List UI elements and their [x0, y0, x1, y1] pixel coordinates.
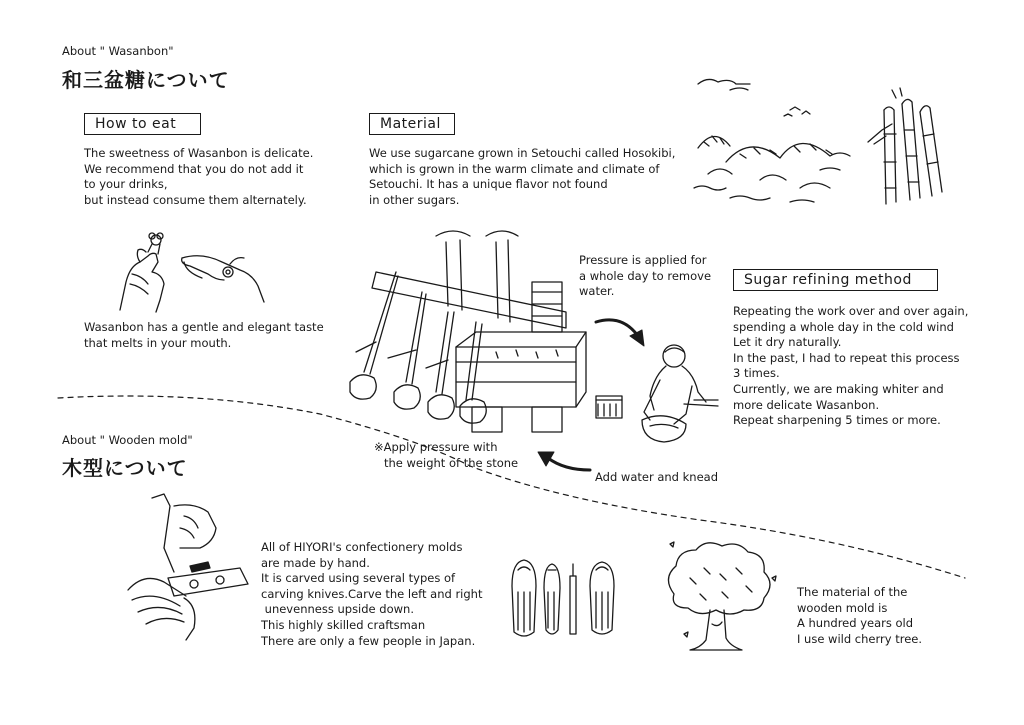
text-line: We use sugarcane grown in Setouchi called Hosokibi, [369, 146, 676, 160]
text-line: There are only a few people in Japan. [261, 633, 476, 648]
text-line: ※Apply pressure with [374, 440, 498, 454]
text-line: but instead consume them alternately. [84, 192, 307, 207]
text-line: A hundred years old [797, 616, 914, 631]
text-line: are made by hand. [261, 555, 370, 570]
text-line: We recommend that you do not add it [84, 161, 304, 176]
text-line: that melts in your mouth. [84, 335, 232, 350]
refining-heading: Sugar refining method [733, 269, 938, 291]
text-line: Wasanbon has a gentle and elegant taste [84, 320, 324, 334]
text-line: a whole day to remove [579, 268, 712, 283]
text-line: Repeating the work over and over again, [733, 304, 969, 318]
hands-holding-candy-icon [112, 222, 272, 317]
text-line: The material of the [797, 585, 908, 599]
text-line: Repeat sharpening 5 times or more. [733, 413, 941, 428]
sugarcane-stalks-icon [862, 84, 947, 209]
knead-label: Add water and knead [595, 470, 719, 484]
text-line: Currently, we are making whiter and [733, 381, 944, 396]
text-line: spending a whole day in the cold wind [733, 319, 954, 334]
material-text [369, 146, 675, 208]
cherry-tree-icon [660, 538, 780, 656]
text-line: the weight of the stone [384, 455, 519, 470]
mold-title: 木型について [62, 456, 188, 480]
about-mold-label: About " Wooden mold" [62, 433, 193, 447]
text-line: water. [579, 284, 615, 299]
text-line: to your drinks, [84, 177, 168, 192]
text-line: I use wild cherry tree. [797, 631, 923, 646]
text-line: wooden mold is [797, 600, 888, 615]
text-line: All of HIYORI's confectionery molds [261, 540, 463, 554]
about-wasanbon-label: About " Wasanbon" [62, 44, 174, 58]
text-line: It is carved using several types of [261, 571, 456, 586]
hands-carving-icon [124, 488, 254, 648]
text-line: The sweetness of Wasanbon is delicate. [84, 146, 314, 160]
text-line: Let it dry naturally. [733, 335, 842, 350]
text-line: unevenness upside down. [261, 602, 414, 617]
text-line: Setouchi. It has a unique flavor not found [369, 177, 608, 192]
how-to-eat-text [84, 146, 313, 208]
craft-text [261, 540, 482, 649]
text-line: Pressure is applied for [579, 253, 707, 267]
text-line: This highly skilled craftsman [261, 617, 426, 632]
text-line: which is grown in the warm climate and climate of [369, 161, 660, 176]
pressure-text [579, 253, 711, 300]
text-line: in other sugars. [369, 192, 460, 207]
text-line: 3 times. [733, 366, 780, 381]
text-line: carving knives.Carve the left and right [261, 586, 483, 601]
wasanbon-title: 和三盆糖について [62, 68, 230, 92]
how-to-eat-heading: How to eat [84, 113, 201, 135]
text-line: more delicate Wasanbon. [733, 397, 880, 412]
islands-sea-icon [690, 70, 860, 210]
text-line: In the past, I had to repeat this process [733, 350, 960, 365]
wood-text [797, 585, 922, 647]
material-heading: Material [369, 113, 455, 135]
taste-text [84, 320, 324, 351]
carving-knives-icon [506, 556, 624, 640]
